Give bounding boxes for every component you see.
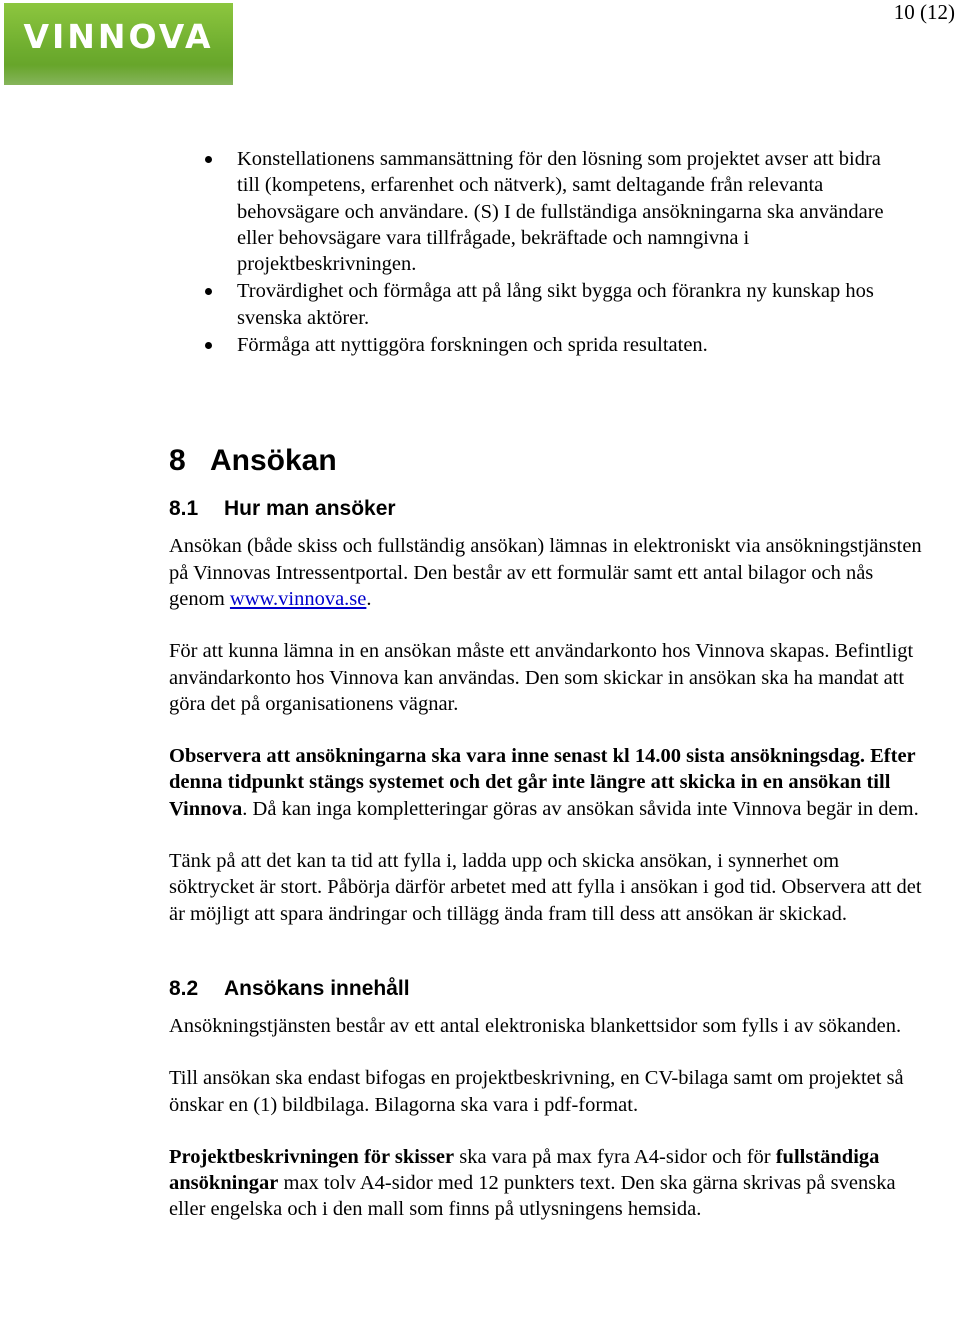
section-heading bbox=[169, 442, 929, 480]
bullet-icon bbox=[205, 156, 212, 163]
subsection-heading bbox=[169, 495, 929, 523]
paragraph: Projektbeskrivningen för skisser ska vara på max fyra A4-sidor och för fullständiga ansökningar max tolv A4-sidor med 12 punkters text. Den ska gärna skrivas på svenska eller engelska och i den mall som finns på utlysningens hemsida. bbox=[169, 1145, 896, 1221]
bullet-icon bbox=[205, 288, 212, 295]
list-item: Konstellationens sammansättning för den lösning som projektet avser att bidra till (kompetens, erfarenhet och nätverk), samt deltagande från relevanta behovsägare och användare. (S) I de fullständiga ansökningarna ska användare eller behovsägare vara tillfrågade, bekräftade och namngivna i projektbeskrivningen. bbox=[169, 146, 897, 277]
paragraph: Tänk på att det kan ta tid att fylla i, ladda upp och skicka ansökan, i synnerhet om söktrycket är stort. Påbörja därför arbetet med att fylla i ansökan i god tid. Observera att det är möjligt att spara ändringar och tillägg ända fram till dess att ansökan är skickad. bbox=[169, 850, 922, 925]
criteria-list bbox=[169, 146, 929, 358]
logo-text: VINNOVA bbox=[23, 17, 214, 56]
page-number: 10 (12) bbox=[893, 0, 955, 24]
paragraph: Ansökan (både skiss och fullständig ansökan) lämnas in elektroniskt via ansökningstjänsten på Vinnovas Intressentportal. Den består av ett formulär samt ett antal bilagor och nås genom www.vinnova.se. bbox=[169, 535, 922, 610]
section-title: Ansökan bbox=[210, 444, 337, 478]
subsection-title: Ansökans innehåll bbox=[224, 976, 410, 1000]
list-item: Förmåga att nyttiggöra forskningen och sprida resultaten. bbox=[169, 332, 897, 358]
subsection-heading bbox=[169, 975, 929, 1003]
section-number: 8 bbox=[169, 444, 186, 478]
paragraph: Ansökningstjänsten består av ett antal elektroniska blankettsidor som fylls i av sökanden. bbox=[169, 1014, 902, 1037]
bullet-icon bbox=[205, 342, 212, 349]
paragraph: Observera att ansökningarna ska vara inne senast kl 14.00 sista ansökningsdag. Efter denna tidpunkt stängs systemet och det går inte längre att skicka in en ansökan till Vinnova. Då kan inga kompletteringar göras av ansökan såvida inte Vinnova begär in dem. bbox=[169, 745, 919, 820]
paragraph: Till ansökan ska endast bifogas en projektbeskrivning, en CV-bilaga samt om projektet så önskar en (1) bildbilaga. Bilagorna ska vara i pdf-format. bbox=[169, 1067, 904, 1116]
document-body bbox=[169, 146, 929, 1223]
paragraph: För att kunna lämna in en ansökan måste ett användarkonto hos Vinnova skapas. Befintligt användarkonto hos Vinnova kan användas. Den som skickar in ansökan ska ha mandat att göra det på organisationens vägnar. bbox=[169, 640, 914, 715]
vinnova-logo bbox=[4, 3, 233, 85]
vinnova-link[interactable]: www.vinnova.se bbox=[229, 587, 367, 610]
logo-band bbox=[4, 65, 233, 85]
subsection-number: 8.1 bbox=[169, 497, 199, 521]
deadline-notice: Observera att ansökningarna ska vara inne senast kl 14.00 sista ansökningsdag. Efter denna tidpunkt stängs systemet och det går inte längre att skicka in en ansökan till Vinnova bbox=[169, 745, 916, 820]
subsection-number: 8.2 bbox=[169, 976, 199, 1000]
subsection-title: Hur man ansöker bbox=[224, 497, 396, 521]
list-item: Trovärdighet och förmåga att på lång sikt bygga och förankra ny kunskap hos svenska aktörer. bbox=[169, 278, 897, 331]
